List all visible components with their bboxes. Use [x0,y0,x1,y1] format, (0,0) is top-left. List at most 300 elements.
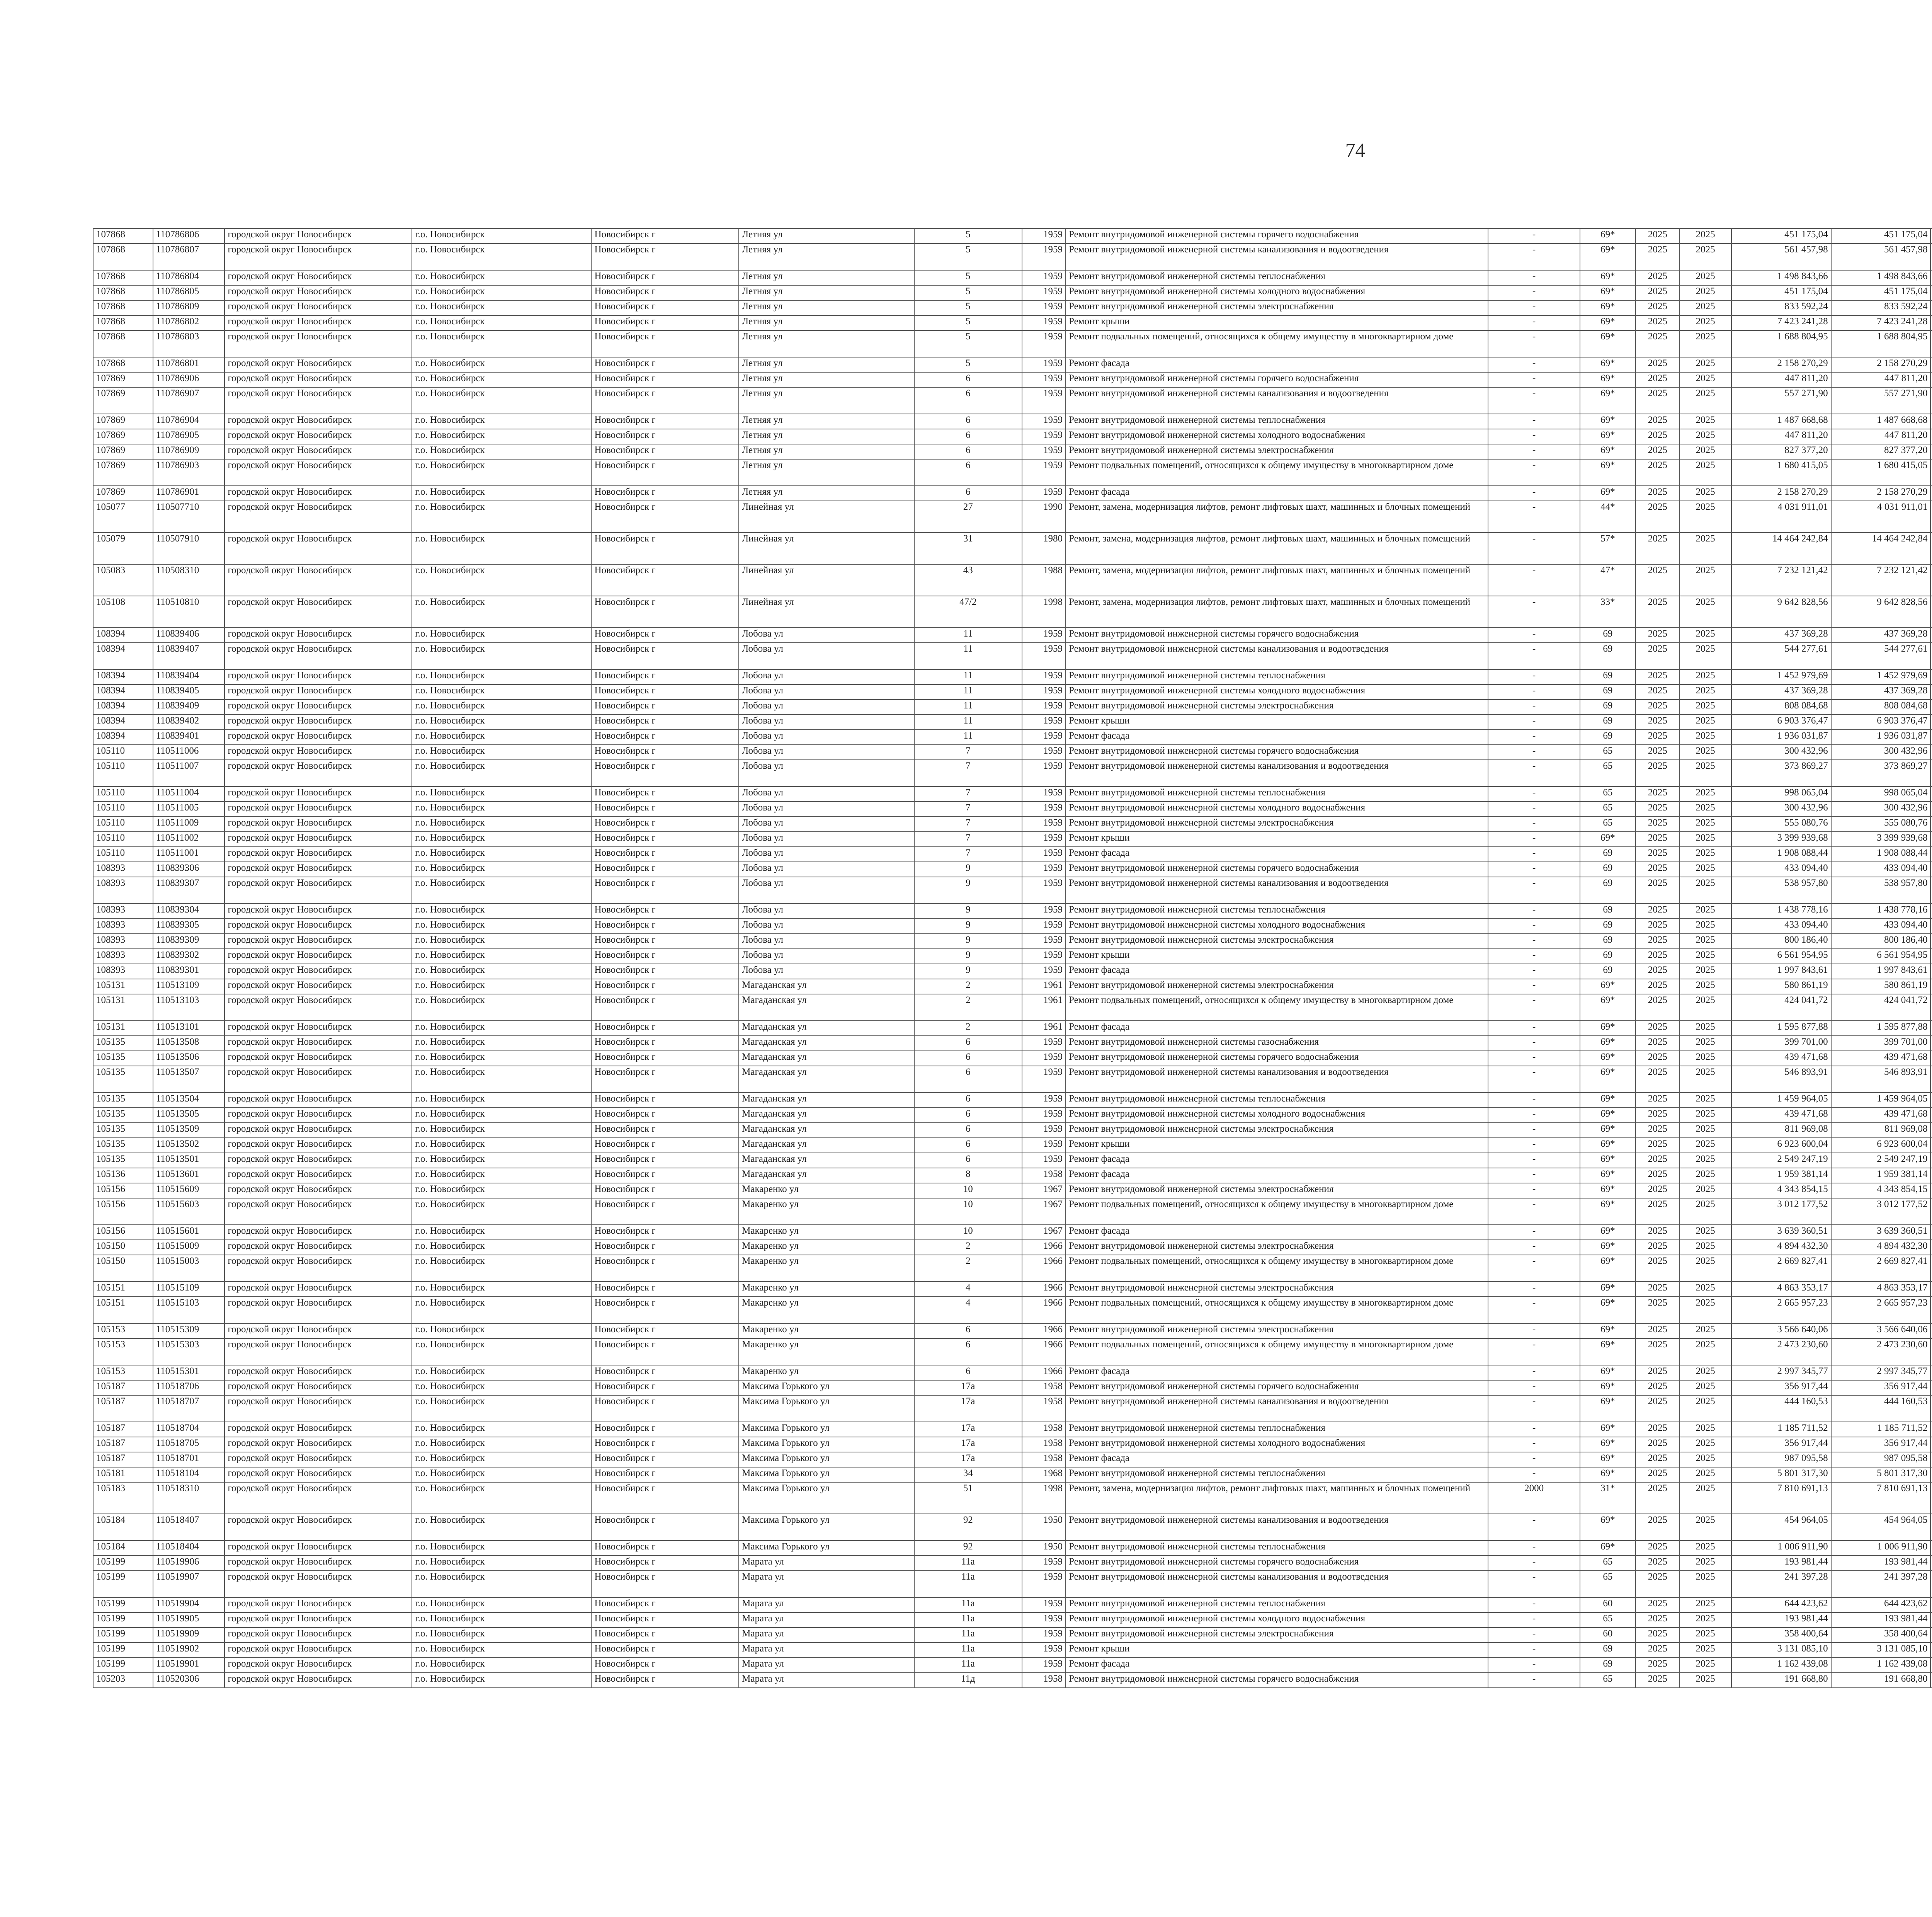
cell-plan-year-to: 2025 [1680,715,1731,730]
cell-build-year: 1966 [1022,1365,1066,1380]
cell-build-year: 1959 [1022,429,1066,444]
cell-house-id: 108393 [93,919,153,934]
cell-work-type: Ремонт крыши [1066,949,1488,964]
cell-total-cost: 439 471,68 [1731,1108,1831,1123]
cell-lift-year: - [1488,994,1580,1021]
cell-plan-year-from: 2025 [1636,1036,1679,1051]
cell-wear-percent: 69* [1580,1051,1636,1066]
cell-municipality: городской округ Новосибирск [224,1338,412,1365]
cell-wear-percent: 60 [1580,1597,1636,1612]
cell-plan-year-from: 2025 [1636,1437,1679,1452]
cell-street: Марата ул [739,1628,914,1643]
cell-fund-amount: 2 158 270,29 [1831,486,1931,501]
table-row [93,330,1932,357]
cell-wear-percent: 69* [1580,1168,1636,1183]
cell-street: Летняя ул [739,243,914,270]
cell-lift-year: - [1488,934,1580,949]
cell-municipality: городской округ Новосибирск [224,533,412,564]
cell-house-number: 11 [914,700,1022,715]
cell-lift-year: - [1488,787,1580,802]
cell-plan-year-to: 2025 [1680,1482,1731,1514]
cell-lift-year: - [1488,745,1580,760]
cell-build-year: 1961 [1022,1021,1066,1036]
cell-work-type: Ремонт внутридомовой инженерной системы теплоснабжения [1066,1093,1488,1108]
cell-house-number: 6 [914,459,1022,486]
cell-settlement: Новосибирск г [591,285,739,300]
cell-total-cost: 2 549 247,19 [1731,1153,1831,1168]
cell-municipality: городской округ Новосибирск [224,1422,412,1437]
cell-total-cost: 2 158 270,29 [1731,357,1831,372]
cell-total-cost: 300 432,96 [1731,802,1831,817]
cell-street: Лобова ул [739,817,914,832]
cell-wear-percent: 69* [1580,372,1636,387]
cell-total-cost: 644 423,62 [1731,1597,1831,1612]
cell-street: Линейная ул [739,501,914,533]
cell-wear-percent: 65 [1580,745,1636,760]
cell-plan-year-from: 2025 [1636,444,1679,459]
cell-fund-amount: 811 969,08 [1831,1123,1931,1138]
cell-plan-year-from: 2025 [1636,533,1679,564]
cell-work-type: Ремонт внутридомовой инженерной системы электроснабжения [1066,1323,1488,1338]
cell-plan-year-from: 2025 [1636,1225,1679,1240]
cell-total-cost: 424 041,72 [1731,994,1831,1021]
cell-work-type: Ремонт внутридомовой инженерной системы канализования и водоотведения [1066,1514,1488,1541]
cell-plan-year-from: 2025 [1636,501,1679,533]
cell-house-number: 9 [914,862,1022,877]
cell-regional-budget [1930,1138,1932,1153]
cell-total-cost: 193 981,44 [1731,1556,1831,1571]
cell-municipal-district: г.о. Новосибирск [412,1628,591,1643]
cell-wear-percent: 69 [1580,730,1636,745]
cell-total-cost: 561 457,98 [1731,243,1831,270]
table-row [93,904,1932,919]
cell-work-type: Ремонт внутридомовой инженерной системы электроснабжения [1066,1628,1488,1643]
cell-lift-year: 2000 [1488,1482,1580,1514]
cell-house-id: 105153 [93,1323,153,1338]
cell-work-id: 110507910 [153,533,225,564]
cell-total-cost: 6 561 954,95 [1731,949,1831,964]
cell-work-type: Ремонт внутридомовой инженерной системы электроснабжения [1066,1123,1488,1138]
cell-fund-amount: 5 801 317,30 [1831,1467,1931,1482]
cell-lift-year: - [1488,1437,1580,1452]
cell-wear-percent: 69* [1580,1365,1636,1380]
cell-regional-budget [1930,459,1932,486]
cell-regional-budget [1930,1198,1932,1225]
cell-total-cost: 808 084,68 [1731,700,1831,715]
cell-street: Лобова ул [739,745,914,760]
cell-wear-percent: 69* [1580,486,1636,501]
cell-fund-amount: 1 688 804,95 [1831,330,1931,357]
cell-fund-amount: 14 464 242,84 [1831,533,1931,564]
cell-wear-percent: 69 [1580,919,1636,934]
cell-municipality: городской округ Новосибирск [224,643,412,669]
cell-plan-year-to: 2025 [1680,1541,1731,1556]
cell-lift-year: - [1488,330,1580,357]
cell-settlement: Новосибирск г [591,1282,739,1297]
cell-lift-year: - [1488,387,1580,414]
cell-work-type: Ремонт внутридомовой инженерной системы холодного водоснабжения [1066,1437,1488,1452]
cell-regional-budget [1930,1240,1932,1255]
cell-regional-budget [1930,1612,1932,1628]
cell-plan-year-to: 2025 [1680,643,1731,669]
cell-wear-percent: 69* [1580,1036,1636,1051]
cell-plan-year-to: 2025 [1680,1168,1731,1183]
cell-wear-percent: 69* [1580,1021,1636,1036]
cell-municipal-district: г.о. Новосибирск [412,1255,591,1282]
cell-plan-year-to: 2025 [1680,964,1731,979]
cell-fund-amount: 4 343 854,15 [1831,1183,1931,1198]
cell-lift-year: - [1488,760,1580,787]
cell-municipal-district: г.о. Новосибирск [412,1323,591,1338]
cell-regional-budget [1930,1673,1932,1688]
cell-plan-year-to: 2025 [1680,1323,1731,1338]
table-row [93,1628,1932,1643]
cell-plan-year-from: 2025 [1636,760,1679,787]
cell-work-id: 110513504 [153,1093,225,1108]
cell-lift-year: - [1488,564,1580,596]
table-row [93,444,1932,459]
cell-municipality: городской округ Новосибирск [224,1514,412,1541]
cell-plan-year-to: 2025 [1680,1380,1731,1395]
cell-street: Максима Горького ул [739,1380,914,1395]
cell-work-type: Ремонт фасада [1066,1225,1488,1240]
cell-municipal-district: г.о. Новосибирск [412,1467,591,1482]
cell-municipality: городской округ Новосибирск [224,1240,412,1255]
cell-lift-year: - [1488,414,1580,429]
cell-work-id: 110511005 [153,802,225,817]
cell-street: Линейная ул [739,596,914,628]
cell-municipal-district: г.о. Новосибирск [412,1297,591,1323]
cell-plan-year-to: 2025 [1680,414,1731,429]
cell-build-year: 1959 [1022,1138,1066,1153]
cell-build-year: 1959 [1022,243,1066,270]
cell-work-id: 110839307 [153,877,225,904]
cell-lift-year: - [1488,949,1580,964]
cell-plan-year-from: 2025 [1636,1643,1679,1658]
cell-work-type: Ремонт подвальных помещений, относящихся к общему имуществу в многоквартирном доме [1066,1198,1488,1225]
cell-work-type: Ремонт крыши [1066,315,1488,330]
cell-wear-percent: 69* [1580,1255,1636,1282]
cell-regional-budget [1930,730,1932,745]
cell-total-cost: 4 863 353,17 [1731,1282,1831,1297]
cell-settlement: Новосибирск г [591,904,739,919]
cell-street: Магаданская ул [739,1051,914,1066]
cell-wear-percent: 69 [1580,934,1636,949]
cell-house-number: 7 [914,847,1022,862]
cell-lift-year: - [1488,715,1580,730]
table-row [93,628,1932,643]
cell-settlement: Новосибирск г [591,669,739,684]
cell-regional-budget [1930,564,1932,596]
cell-municipal-district: г.о. Новосибирск [412,1541,591,1556]
cell-regional-budget [1930,934,1932,949]
cell-street: Максима Горького ул [739,1482,914,1514]
cell-total-cost: 191 668,80 [1731,1673,1831,1688]
cell-settlement: Новосибирск г [591,1437,739,1452]
cell-work-id: 110839405 [153,684,225,700]
cell-total-cost: 1 452 979,69 [1731,669,1831,684]
cell-house-id: 105110 [93,832,153,847]
cell-municipal-district: г.о. Новосибирск [412,949,591,964]
cell-settlement: Новосибирск г [591,243,739,270]
cell-fund-amount: 580 861,19 [1831,979,1931,994]
cell-plan-year-to: 2025 [1680,684,1731,700]
cell-work-type: Ремонт фасада [1066,1365,1488,1380]
cell-house-number: 6 [914,1036,1022,1051]
cell-work-id: 110519907 [153,1571,225,1597]
cell-house-id: 107868 [93,315,153,330]
cell-plan-year-from: 2025 [1636,228,1679,243]
cell-settlement: Новосибирск г [591,628,739,643]
table-row [93,949,1932,964]
cell-work-id: 110513502 [153,1138,225,1153]
cell-settlement: Новосибирск г [591,1467,739,1482]
cell-plan-year-from: 2025 [1636,1482,1679,1514]
cell-house-id: 105199 [93,1612,153,1628]
cell-work-type: Ремонт внутридомовой инженерной системы теплоснабжения [1066,1467,1488,1482]
cell-municipal-district: г.о. Новосибирск [412,1643,591,1658]
cell-settlement: Новосибирск г [591,847,739,862]
cell-work-id: 110786901 [153,486,225,501]
cell-build-year: 1959 [1022,643,1066,669]
cell-settlement: Новосибирск г [591,1338,739,1365]
cell-total-cost: 538 957,80 [1731,877,1831,904]
cell-work-id: 110515301 [153,1365,225,1380]
cell-plan-year-to: 2025 [1680,700,1731,715]
cell-build-year: 1959 [1022,715,1066,730]
cell-street: Летняя ул [739,459,914,486]
cell-street: Макаренко ул [739,1297,914,1323]
cell-house-id: 105203 [93,1673,153,1688]
cell-build-year: 1959 [1022,300,1066,315]
cell-total-cost: 1 162 439,08 [1731,1658,1831,1673]
cell-settlement: Новосибирск г [591,817,739,832]
cell-regional-budget [1930,684,1932,700]
cell-regional-budget [1930,1183,1932,1198]
table-row [93,228,1932,243]
cell-regional-budget [1930,669,1932,684]
table-row [93,787,1932,802]
cell-settlement: Новосибирск г [591,934,739,949]
cell-municipal-district: г.о. Новосибирск [412,1437,591,1452]
table-row [93,564,1932,596]
cell-wear-percent: 69* [1580,1138,1636,1153]
cell-municipal-district: г.о. Новосибирск [412,787,591,802]
cell-lift-year: - [1488,315,1580,330]
cell-lift-year: - [1488,429,1580,444]
cell-build-year: 1959 [1022,1066,1066,1093]
cell-street: Магаданская ул [739,979,914,994]
cell-municipality: городской округ Новосибирск [224,1395,412,1422]
cell-lift-year: - [1488,979,1580,994]
cell-house-number: 6 [914,414,1022,429]
cell-settlement: Новосибирск г [591,979,739,994]
cell-municipality: городской округ Новосибирск [224,596,412,628]
cell-lift-year: - [1488,1066,1580,1093]
cell-regional-budget [1930,1597,1932,1612]
cell-house-number: 6 [914,1365,1022,1380]
cell-fund-amount: 439 471,68 [1831,1051,1931,1066]
cell-wear-percent: 65 [1580,1556,1636,1571]
cell-plan-year-from: 2025 [1636,1323,1679,1338]
cell-street: Максима Горького ул [739,1452,914,1467]
cell-municipal-district: г.о. Новосибирск [412,684,591,700]
cell-total-cost: 998 065,04 [1731,787,1831,802]
cell-fund-amount: 987 095,58 [1831,1452,1931,1467]
cell-plan-year-from: 2025 [1636,1452,1679,1467]
cell-settlement: Новосибирск г [591,1066,739,1093]
table-row [93,700,1932,715]
cell-municipality: городской округ Новосибирск [224,1673,412,1688]
cell-municipality: городской округ Новосибирск [224,486,412,501]
cell-municipality: городской округ Новосибирск [224,564,412,596]
cell-settlement: Новосибирск г [591,1380,739,1395]
cell-settlement: Новосибирск г [591,1153,739,1168]
cell-build-year: 1959 [1022,817,1066,832]
cell-municipality: городской округ Новосибирск [224,1036,412,1051]
cell-work-id: 110518706 [153,1380,225,1395]
cell-plan-year-to: 2025 [1680,300,1731,315]
cell-lift-year: - [1488,730,1580,745]
cell-fund-amount: 2 158 270,29 [1831,357,1931,372]
table-row [93,862,1932,877]
cell-build-year: 1967 [1022,1225,1066,1240]
table-row [93,1108,1932,1123]
table-row [93,1183,1932,1198]
cell-work-type: Ремонт внутридомовой инженерной системы электроснабжения [1066,300,1488,315]
table-row [93,1643,1932,1658]
cell-fund-amount: 3 131 085,10 [1831,1643,1931,1658]
cell-plan-year-from: 2025 [1636,934,1679,949]
cell-house-id: 107869 [93,429,153,444]
cell-lift-year: - [1488,1338,1580,1365]
cell-municipal-district: г.о. Новосибирск [412,243,591,270]
cell-lift-year: - [1488,1628,1580,1643]
cell-work-type: Ремонт, замена, модернизация лифтов, ремонт лифтовых шахт, машинных и блочных помещений [1066,564,1488,596]
cell-house-id: 105187 [93,1422,153,1437]
cell-plan-year-to: 2025 [1680,1123,1731,1138]
cell-work-id: 110786906 [153,372,225,387]
cell-lift-year: - [1488,1138,1580,1153]
cell-settlement: Новосибирск г [591,429,739,444]
cell-regional-budget [1930,1437,1932,1452]
cell-settlement: Новосибирск г [591,862,739,877]
cell-total-cost: 451 175,04 [1731,285,1831,300]
cell-work-id: 110786801 [153,357,225,372]
cell-plan-year-to: 2025 [1680,228,1731,243]
cell-house-id: 105187 [93,1380,153,1395]
cell-settlement: Новосибирск г [591,760,739,787]
cell-street: Летняя ул [739,429,914,444]
cell-work-type: Ремонт крыши [1066,832,1488,847]
cell-build-year: 1959 [1022,787,1066,802]
cell-house-number: 5 [914,330,1022,357]
cell-street: Лобова ул [739,715,914,730]
cell-street: Магаданская ул [739,994,914,1021]
cell-lift-year: - [1488,700,1580,715]
cell-plan-year-from: 2025 [1636,1168,1679,1183]
cell-fund-amount: 2 665 957,23 [1831,1297,1931,1323]
cell-regional-budget [1930,1482,1932,1514]
cell-fund-amount: 6 923 600,04 [1831,1138,1931,1153]
cell-build-year: 1959 [1022,1123,1066,1138]
cell-plan-year-from: 2025 [1636,1597,1679,1612]
cell-settlement: Новосибирск г [591,1051,739,1066]
cell-work-id: 110508310 [153,564,225,596]
cell-wear-percent: 69* [1580,1153,1636,1168]
table-row [93,877,1932,904]
cell-street: Летняя ул [739,486,914,501]
cell-house-number: 6 [914,1323,1022,1338]
cell-house-number: 7 [914,817,1022,832]
cell-total-cost: 2 158 270,29 [1731,486,1831,501]
cell-work-id: 110839302 [153,949,225,964]
cell-house-number: 47/2 [914,596,1022,628]
cell-work-id: 110511004 [153,787,225,802]
cell-plan-year-from: 2025 [1636,1282,1679,1297]
cell-house-number: 92 [914,1514,1022,1541]
cell-total-cost: 14 464 242,84 [1731,533,1831,564]
cell-work-type: Ремонт внутридомовой инженерной системы горячего водоснабжения [1066,1673,1488,1688]
cell-build-year: 1959 [1022,1628,1066,1643]
cell-work-type: Ремонт внутридомовой инженерной системы холодного водоснабжения [1066,802,1488,817]
table-row [93,1467,1932,1482]
cell-house-number: 17а [914,1422,1022,1437]
cell-wear-percent: 69* [1580,414,1636,429]
table-row [93,760,1932,787]
cell-plan-year-to: 2025 [1680,1255,1731,1282]
table-row [93,533,1932,564]
cell-house-number: 2 [914,1240,1022,1255]
cell-build-year: 1950 [1022,1541,1066,1556]
cell-build-year: 1966 [1022,1323,1066,1338]
cell-work-type: Ремонт внутридомовой инженерной системы электроснабжения [1066,1240,1488,1255]
cell-settlement: Новосибирск г [591,459,739,486]
cell-work-id: 110518310 [153,1482,225,1514]
cell-settlement: Новосибирск г [591,357,739,372]
cell-municipal-district: г.о. Новосибирск [412,1183,591,1198]
cell-regional-budget [1930,1225,1932,1240]
cell-wear-percent: 69* [1580,357,1636,372]
cell-wear-percent: 69* [1580,1297,1636,1323]
cell-municipal-district: г.о. Новосибирск [412,730,591,745]
cell-build-year: 1959 [1022,847,1066,862]
cell-work-type: Ремонт подвальных помещений, относящихся к общему имуществу в многоквартирном доме [1066,1255,1488,1282]
cell-plan-year-from: 2025 [1636,1467,1679,1482]
table-row [93,1482,1932,1514]
cell-municipality: городской округ Новосибирск [224,994,412,1021]
cell-plan-year-from: 2025 [1636,1183,1679,1198]
cell-build-year: 1959 [1022,684,1066,700]
cell-plan-year-from: 2025 [1636,1380,1679,1395]
cell-plan-year-from: 2025 [1636,1093,1679,1108]
cell-street: Макаренко ул [739,1240,914,1255]
cell-build-year: 1958 [1022,1395,1066,1422]
cell-build-year: 1958 [1022,1673,1066,1688]
cell-house-number: 51 [914,1482,1022,1514]
cell-work-id: 110515003 [153,1255,225,1282]
cell-municipal-district: г.о. Новосибирск [412,270,591,285]
table-row [93,1514,1932,1541]
cell-municipality: городской округ Новосибирск [224,372,412,387]
cell-municipal-district: г.о. Новосибирск [412,444,591,459]
cell-street: Летняя ул [739,414,914,429]
cell-total-cost: 800 186,40 [1731,934,1831,949]
cell-municipality: городской округ Новосибирск [224,847,412,862]
table-row [93,745,1932,760]
cell-plan-year-to: 2025 [1680,787,1731,802]
cell-work-id: 110507710 [153,501,225,533]
